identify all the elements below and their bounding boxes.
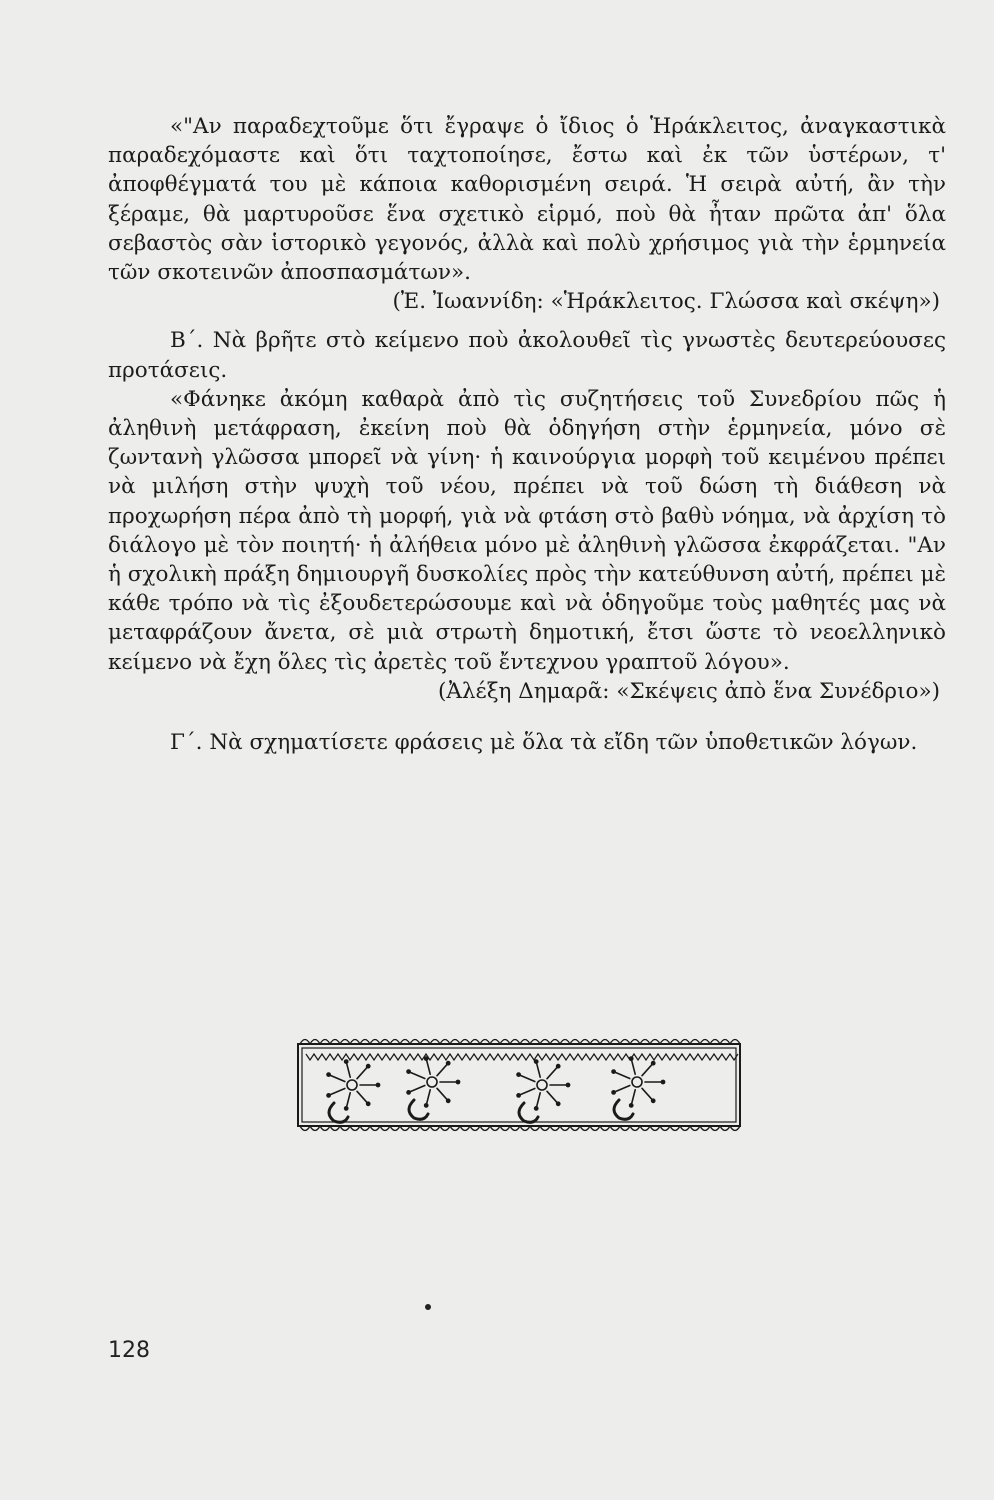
attribution-dimara: (Ἀλέξη Δημαρᾶ: «Σκέψεις ἀπὸ ἕνα Συνέδριο») [438, 678, 940, 704]
attribution-ioannidi: (Ἐ. Ἰωαννίδη: «Ἡράκλειτος. Γλώσσα καὶ σκέψη») [392, 289, 940, 315]
task-c: Γ΄. Νὰ σχηματίσετε φράσεις μὲ ὅλα τὰ εἴδη τῶν ὑποθετικῶν λόγων. [170, 730, 918, 756]
flower-motif [407, 1057, 460, 1119]
text-block [108, 112, 946, 757]
flower-motif [612, 1057, 665, 1119]
flower-motif [327, 1060, 380, 1122]
quote-heraclitus: «"Αν παραδεχτοῦμε ὅτι ἔγραψε ὁ ἴδιος ὁ Ἡράκλειτος, ἀναγκαστικὰ παραδεχόμαστε καὶ ὅτι ταχτοποίησε, ἔστω καὶ ἐκ τῶν ὑστέρων, τ' ἀποφθέγματά του μὲ κάποια καθορισμένη σειρά. Ἡ σειρὰ αὐτή, ἂν τὴν ξέραμε, θὰ μαρτυροῦσε ἕνα σχετικὸ εἱρμό, ποὺ θὰ ἦταν πρῶτα ἀπ' ὅλα σεβαστὸς σὰν ἱστορικὸ γεγονός, ἀλλὰ καὶ πολὺ χρήσιμος γιὰ τὴν ἑρμηνεία τῶν σκοτεινῶν ἀποσπασμάτων». [108, 114, 946, 286]
printer-dot [425, 1304, 431, 1310]
decorative-ornament-band [292, 1030, 746, 1140]
task-b: Β΄. Νὰ βρῆτε στὸ κείμενο ποὺ ἀκολουθεῖ τὶς γνωστὲς δευτερεύουσες προτάσεις. [108, 328, 946, 383]
page-number: 128 [108, 1338, 150, 1363]
quote-dimaras: «Φάνηκε ἀκόμη καθαρὰ ἀπὸ τὶς συζητήσεις τοῦ Συνεδρίου πῶς ἡ ἀληθινὴ μετάφραση, ἐκείνη ποὺ θὰ ὁδηγήση στὴν ἑρμηνεία, μόνο σὲ ζωντανὴ γλῶσσα μπορεῖ νὰ γίνη· ἡ καινούργια μορφὴ τοῦ κειμένου πρέπει νὰ μιλήση στὴν ψυχὴ τοῦ νέου, πρέπει νὰ τοῦ δώση τὴ διάθεση νὰ προχωρήση πέρα ἀπὸ τὴ μορφή, γιὰ νὰ φτάση στὸ βαθὺ νόημα, νὰ ἀρχίση τὸ διάλογο μὲ τὸν ποιητή· ἡ ἀλήθεια μόνο μὲ ἀληθινὴ γλῶσσα ἐκφράζεται. "Αν ἡ σχολικὴ πράξη δημιουργῆ δυσκολίες πρὸς τὴν κατεύθυνση αὐτή, πρέπει μὲ κάθε τρόπο νὰ τὶς ἐξουδετερώσουμε καὶ νὰ ὁδηγοῦμε τοὺς μαθητές μας νὰ μεταφράζουν ἄνετα, σὲ μιὰ στρωτὴ δημοτική, ἔτσι ὥστε τὸ νεοελληνικὸ κείμενο νὰ ἔχη ὅλες τὶς ἀρετὲς τοῦ ἔντεχνου γραπτοῦ λόγου». [108, 386, 946, 675]
flower-motif [517, 1060, 570, 1122]
